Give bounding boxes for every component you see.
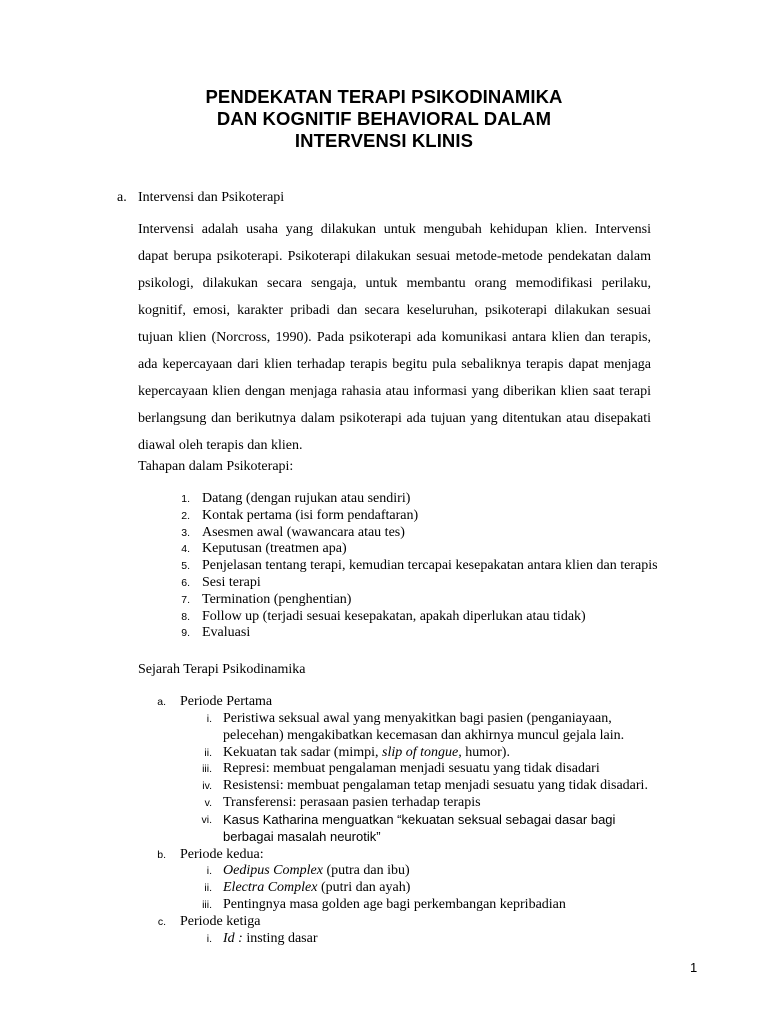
item-number: vi.	[201, 813, 212, 826]
item-text: Pentingnya masa golden age bagi perkembangan kepribadian	[223, 896, 566, 912]
list-item	[0, 525, 456, 542]
paragraph-line: ada kepercayaan dari klien terhadap terapis begitu pula sebaliknya terapis dapat menjaga	[138, 357, 651, 372]
item-number: 9.	[181, 627, 190, 640]
list-item	[0, 778, 648, 795]
item-text: Datang (dengan rujukan atau sendiri)	[202, 491, 411, 506]
item-text	[223, 880, 410, 895]
title-line-3: INTERVENSI KLINIS	[294, 130, 474, 151]
item-text-line: Kasus Katharina menguatkan “kekuatan seksual sebagai dasar bagi	[223, 811, 616, 827]
item-number: 1.	[181, 493, 190, 505]
item-text: Represi: membuat pengalaman menjadi sesuatu yang tidak disadari	[223, 761, 600, 777]
item-text-part: (putri dan ayah)	[317, 879, 411, 895]
item-text: Keputusan (treatmen apa)	[202, 541, 347, 557]
item-text-line: berbagai masalah neurotik”	[223, 828, 381, 844]
item-italic-term: slip of tongue,	[382, 744, 462, 760]
period-marker: c.	[157, 916, 166, 928]
item-number: i.	[206, 865, 212, 877]
page-number: 1	[690, 960, 698, 975]
paragraph-line: Intervensi adalah usaha yang dilakukan untuk mengubah kehidupan klien. Intervensi	[138, 222, 651, 237]
item-number: 7.	[181, 593, 190, 606]
item-number: iii.	[202, 898, 212, 911]
intro-paragraph	[138, 216, 651, 459]
item-text: Termination (penghentian)	[202, 591, 352, 607]
paragraph-line: diawal oleh terapis dan klien.	[138, 438, 303, 453]
item-italic-term: Id :	[223, 931, 243, 946]
period-3-list	[0, 931, 318, 948]
item-number: 6.	[181, 576, 190, 589]
list-item	[0, 491, 456, 508]
paragraph-line: psikologi, dilakukan secara sengaja, untuk membantu orang memodifikasi perilaku,	[138, 276, 651, 291]
item-text: Kontak pertama (isi form pendaftaran)	[202, 507, 419, 523]
list-item	[0, 931, 318, 948]
item-text	[223, 931, 317, 946]
item-number: i.	[206, 933, 212, 945]
item-number: 2.	[181, 509, 190, 522]
period-label: Periode kedua:	[180, 847, 264, 862]
paragraph-line: tujuan klien (Norcross, 1990). Pada psikoterapi ada komunikasi antara klien dan terapis,	[138, 330, 651, 345]
item-text: Follow up (terjadi sesuai kesepakatan, apakah diperlukan atau tidak)	[202, 608, 586, 624]
item-text	[223, 745, 510, 760]
period-2-list	[0, 863, 566, 913]
item-text: Resistensi: membuat pengalaman tetap menjadi sesuatu yang tidak disadari.	[223, 778, 648, 794]
list-item	[0, 863, 410, 880]
title-line-1: PENDEKATAN TERAPI PSIKODINAMIKA	[205, 86, 563, 107]
item-number: 5.	[181, 560, 190, 573]
section-marker: a.	[117, 190, 127, 205]
section-title: Intervensi dan Psikoterapi	[138, 190, 285, 205]
list-item	[0, 794, 481, 812]
list-item	[0, 744, 510, 762]
list-item	[0, 625, 456, 642]
list-item	[0, 592, 456, 609]
item-text-line: pelecehan) mengakibatkan kecemasan dan akhirnya muncul gejala lain.	[223, 727, 625, 743]
item-text-part: Kekuatan tak sadar (mimpi,	[223, 744, 383, 760]
list-item	[0, 896, 566, 914]
stages-heading: Tahapan dalam Psikoterapi:	[138, 459, 294, 474]
item-text-part: humor).	[461, 744, 510, 760]
title-line-2: DAN KOGNITIF BEHAVIORAL DALAM	[216, 108, 552, 129]
item-text: Evaluasi	[202, 625, 251, 641]
item-text: Penjelasan tentang terapi, kemudian tercapai kesepakatan antara klien dan terapis	[202, 558, 658, 574]
list-item	[0, 811, 616, 846]
item-italic-term: Oedipus Complex	[223, 863, 323, 878]
period-marker: b.	[157, 849, 166, 861]
section-heading	[117, 189, 284, 207]
paragraph-line: dapat berupa psikoterapi. Psikoterapi dilakukan sesuai metode-metode pendekatan dalam	[138, 249, 651, 264]
item-italic-term: Electra Complex	[223, 879, 318, 895]
paragraph-line: kepercayaan klien dengan menjaga rahasia atau informasi yang diberikan klien saat terapi	[138, 384, 651, 399]
stages-list	[0, 491, 658, 642]
item-text: Sesi terapi	[202, 574, 261, 590]
list-item	[0, 541, 456, 558]
list-item	[0, 711, 625, 745]
item-text	[223, 863, 410, 878]
item-text: Asesmen awal (wawancara atau tes)	[202, 524, 405, 540]
item-number: iii.	[202, 763, 212, 776]
list-item	[0, 508, 456, 525]
period-label: Periode ketiga	[180, 914, 261, 929]
item-text-part: insting dasar	[242, 931, 318, 946]
paragraph-line: kognitif, emosi, karakter pribadi dan secara keseluruhan, psikoterapi dilakukan sesuai	[138, 303, 651, 318]
list-item	[0, 558, 658, 575]
list-item	[0, 879, 411, 897]
document-title	[0, 86, 768, 152]
item-number: ii.	[204, 746, 212, 759]
item-number: i.	[206, 713, 212, 725]
paragraph-line: berlangsung dan berikutnya dalam psikoterapi ada tujuan yang ditentukan atau disepakati	[138, 411, 651, 426]
list-item	[0, 575, 456, 592]
list-item	[0, 608, 586, 626]
item-number: 4.	[181, 543, 190, 556]
item-number: 3.	[181, 526, 190, 539]
item-text: Transferensi: perasaan pasien terhadap terapis	[223, 794, 481, 810]
item-text-part: (putra dan ibu)	[322, 863, 410, 878]
item-number: 8.	[181, 610, 190, 623]
item-number: ii.	[204, 881, 212, 894]
item-text-line: Peristiwa seksual awal yang menyakitkan bagi pasien (penganiayaan,	[223, 711, 612, 726]
period-marker: a.	[157, 696, 166, 708]
history-heading: Sejarah Terapi Psikodinamika	[138, 662, 306, 677]
list-item	[0, 761, 600, 778]
period-label: Periode Pertama	[180, 694, 273, 709]
period-1-list	[0, 711, 648, 845]
item-number: iv.	[202, 780, 212, 793]
item-number: v.	[204, 796, 212, 809]
